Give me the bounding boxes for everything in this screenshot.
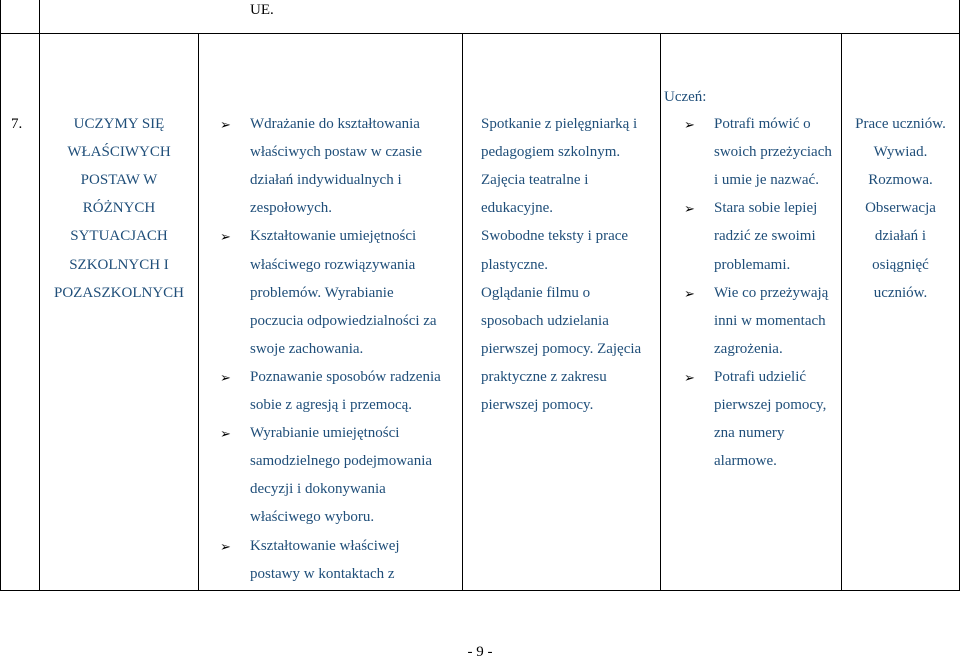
evaluation-line: Wywiad. (873, 144, 928, 161)
text-line: samodzielnego podejmowania (250, 453, 433, 470)
text-line: inni w momentach (714, 312, 826, 329)
text-line: swoich przeżyciach (714, 144, 832, 161)
topic-line: SYTUACJACH (70, 228, 168, 245)
cell-outcomes (660, 33, 842, 590)
topic-line: POSTAW W (80, 172, 158, 189)
arrow-bullet-icon: ➢ (684, 285, 695, 301)
text-line: zna numery (714, 425, 785, 442)
text-line: decyzji i dokonywania (250, 481, 386, 498)
text-line: i umie je nazwać. (714, 172, 819, 189)
topic-line: RÓŻNYCH (82, 200, 156, 217)
text-line: pierwszej pomocy, (714, 397, 827, 413)
text-line: sobie z agresją i przemocą. (250, 397, 413, 413)
text-line: Potrafi mówić o (714, 116, 811, 132)
text-line: Wdrażanie do kształtowania (250, 116, 420, 132)
arrow-bullet-icon: ➢ (220, 369, 231, 385)
text-line: pierwszej pomocy. Zajęcia (481, 340, 642, 357)
text-line: działań indywidualnych i (250, 172, 402, 189)
text-line: swoje zachowania. (250, 340, 364, 357)
cell-goals (198, 33, 463, 590)
text-line: właściwych postaw w czasie (250, 144, 423, 161)
text-line: sposobach udzielania (481, 312, 609, 329)
text-line: zagrożenia. (714, 340, 783, 357)
cell-forms (462, 33, 661, 590)
text-line: alarmowe. (714, 453, 777, 470)
text-line: Wie co przeżywają (714, 284, 829, 301)
cell-evaluation (841, 33, 960, 590)
text-line: problemów. Wyrabianie (250, 284, 394, 301)
evaluation-line: uczniów. (873, 284, 928, 301)
arrow-bullet-icon: ➢ (684, 201, 695, 217)
text-line: poczucia odpowiedzialności za (250, 312, 437, 329)
cell-top-1 (1, 0, 40, 33)
text-line: praktyczne z zakresu (481, 368, 607, 385)
table-row-top (0, 0, 960, 34)
arrow-bullet-icon: ➢ (220, 426, 231, 442)
evaluation-line: Rozmowa. (868, 172, 933, 189)
text-line: Poznawanie sposobów radzenia (250, 368, 441, 385)
topic-line: UCZYMY SIĘ (73, 116, 165, 132)
text-line: postawy w kontaktach z (250, 565, 395, 582)
cell-top-2 (198, 0, 960, 33)
evaluation-line: Prace uczniów. (855, 116, 946, 132)
evaluation-line: osiągnięć (872, 256, 929, 273)
cell-topic (39, 33, 199, 590)
arrow-bullet-icon: ➢ (220, 229, 231, 245)
topic-line: SZKOLNYCH I (69, 256, 169, 273)
arrow-bullet-icon: ➢ (220, 117, 231, 132)
text-line: Potrafi udzielić (714, 368, 807, 385)
text-line: właściwego rozwiązywania (250, 256, 416, 273)
topic-line: POZASZKOLNYCH (53, 284, 184, 301)
top-row-text: UE. (250, 2, 274, 18)
cell-number (1, 33, 40, 590)
text-line: problemami. (714, 256, 791, 273)
text-line: plastyczne. (481, 256, 549, 273)
table-row-main (0, 33, 960, 591)
text-line: Swobodne teksty i prace (481, 228, 629, 245)
text-line: Wyrabianie umiejętności (250, 425, 400, 442)
text-line: Kształtowanie właściwej (250, 537, 400, 554)
text-line: pierwszej pomocy. (481, 397, 594, 413)
text-line: pedagogiem szkolnym. (481, 144, 621, 161)
text-line: właściwego wyboru. (250, 509, 375, 526)
text-line: Stara sobie lepiej (714, 200, 818, 217)
arrow-bullet-icon: ➢ (684, 369, 695, 385)
outcomes-header: Uczeń: (664, 89, 707, 105)
text-line: Zajęcia teatralne i (481, 172, 589, 189)
text-line: radzić ze swoimi (714, 228, 816, 245)
evaluation-line: Obserwacja (865, 200, 936, 217)
evaluation-line: działań i (874, 228, 927, 245)
arrow-bullet-icon: ➢ (684, 117, 695, 132)
row-number: 7. (11, 116, 23, 132)
text-line: Spotkanie z pielęgniarką i (481, 116, 638, 132)
topic-line: WŁAŚCIWYCH (67, 144, 171, 161)
page-number: - 9 - (467, 644, 493, 660)
text-line: zespołowych. (250, 200, 333, 217)
text-line: Kształtowanie umiejętności (250, 228, 417, 245)
arrow-bullet-icon: ➢ (220, 538, 231, 554)
text-line: edukacyjne. (481, 200, 554, 217)
text-line: Oglądanie filmu o (481, 284, 591, 301)
